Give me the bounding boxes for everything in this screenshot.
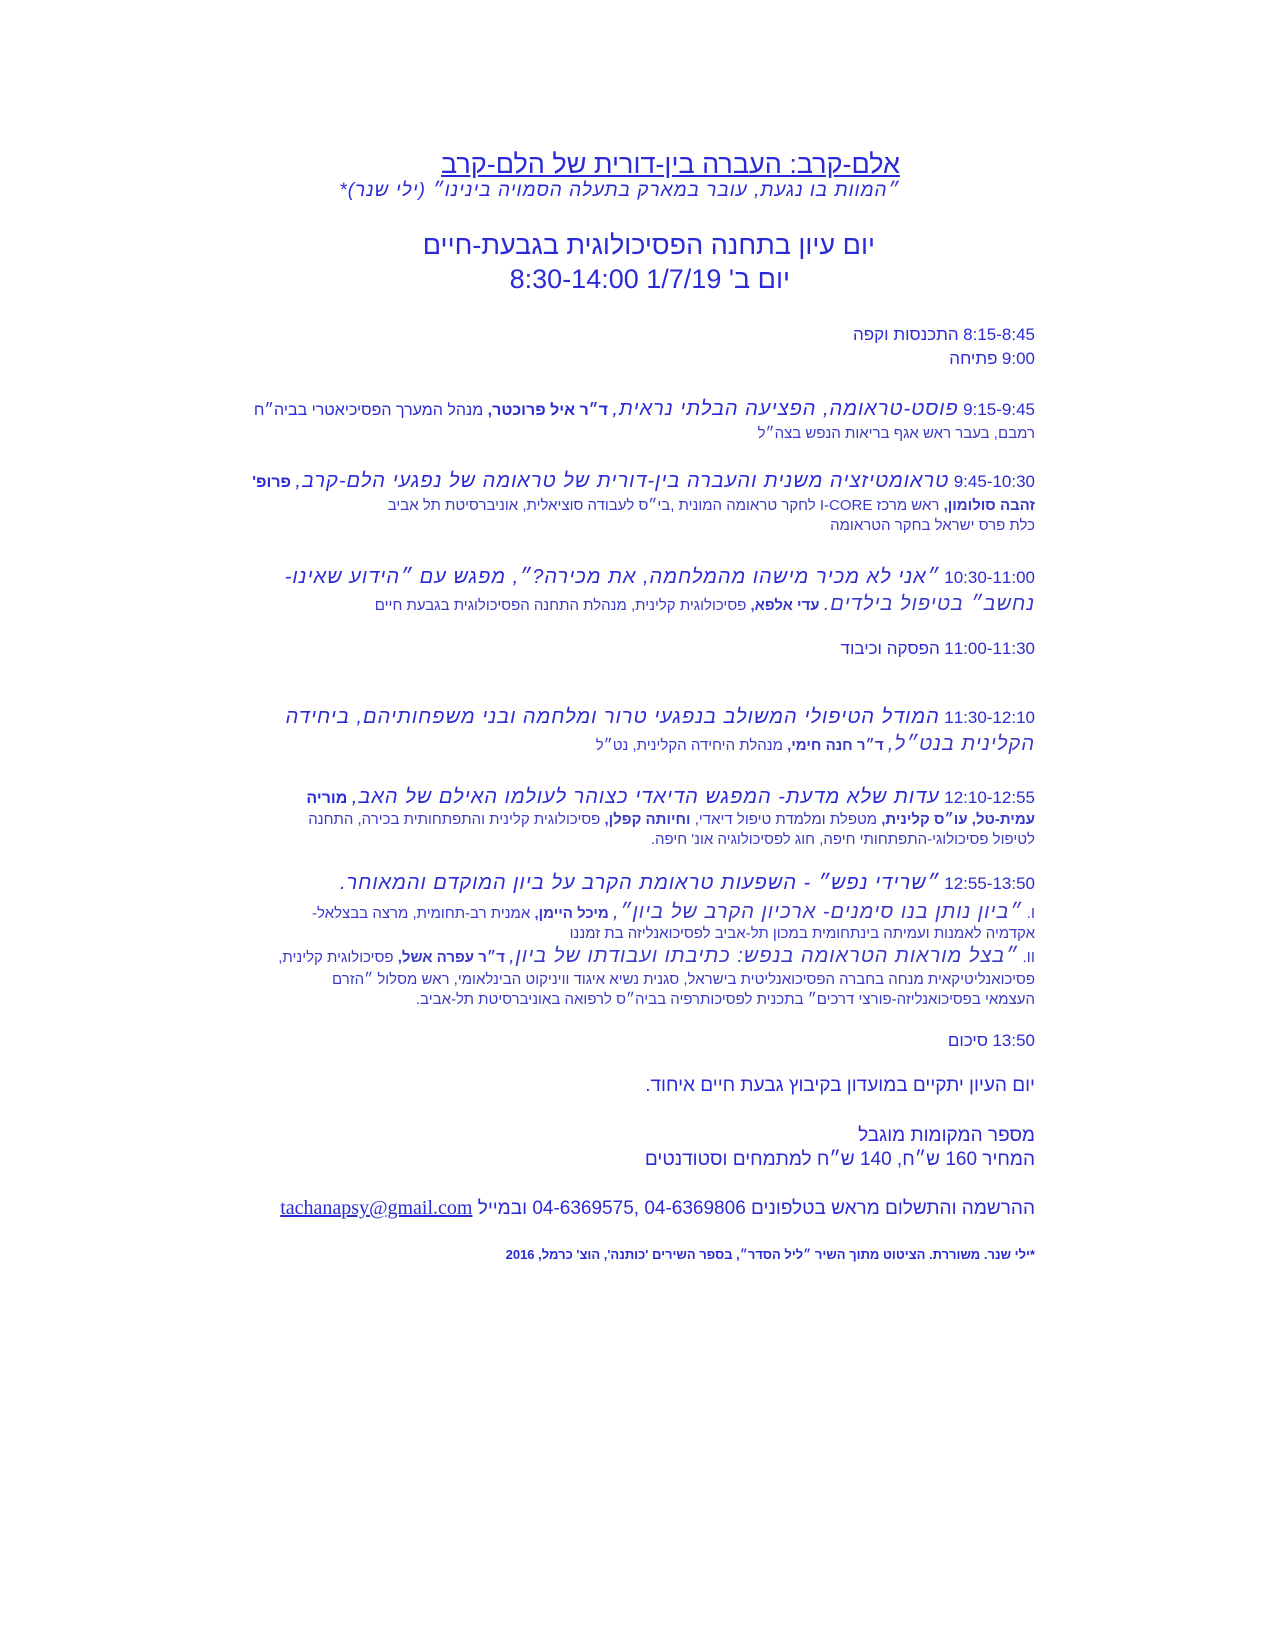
talk-title: עדות שלא מדעת- המפגש הדיאדי כצוהר לעולמו האילם של האב,	[351, 786, 940, 808]
schedule-item	[185, 872, 1035, 896]
registration-text: ההרשמה והתשלום מראש בטלפונים 04-6369806 ,04-6369575 ובמייל	[477, 1198, 1035, 1219]
schedule-item	[185, 398, 1035, 422]
speaker-prefix: פרופ'	[252, 474, 291, 491]
speaker-desc-line: פסיכואנליטיקאית מנחה בחברה הפסיכואנליטית בישראל, סגנית נשיא איגוד וויניקוט הבינלאומי, ראש מסלול ״הזרם	[332, 971, 1035, 988]
document-title	[200, 148, 900, 180]
venue-info: יום העיון יתקיים במועדון בקיבוץ גבעת חיים איחוד.	[645, 1075, 1035, 1096]
speaker-desc: מטפלת ומלמדת טיפול דיאדי,	[694, 811, 878, 828]
limited-seats: מספר המקומות מוגבל	[858, 1125, 1035, 1146]
time: 12:10-12:55	[944, 788, 1035, 807]
footnote: *ילי שנר. משוררת. הציטוט מתוך השיר ״ליל הסדר״, בספר השירים 'כותנה', הוצ' כרמל, 2016	[505, 1247, 1035, 1262]
talk-title: המודל הטיפולי המשולב בנפגעי טרור ומלחמה ובני משפחותיהם, ביחידה	[285, 706, 940, 728]
talk-title: ״בצל מוראות הטראומה בנפש: כתיבתו ועבודתו של ביון,	[509, 945, 1019, 967]
title-text: אלם-קרב: העברה בין-דורית של הלם-קרב	[441, 149, 900, 179]
email-link[interactable]: tachanapsy@gmail.com	[280, 1197, 473, 1219]
item-text: התכנסות וקפה	[853, 325, 959, 344]
schedule-item	[185, 786, 1035, 810]
speaker-desc: פסיכולוגית קלינית והתפתחותית בכירה, התחנה	[308, 811, 601, 828]
speaker-desc-line: אקדמיה לאמנות ועמיתה בינתחומית במכון תל-אביב לפסיכואנליזה בת זמננו	[569, 925, 1035, 942]
event-name: יום עיון בתחנה הפסיכולוגית בגבעת-חיים	[422, 230, 875, 260]
speaker: מוריה	[306, 790, 348, 807]
schedule-item	[185, 348, 1035, 371]
speaker-line	[185, 810, 1035, 830]
speaker: עמית-טל, עו״ס קלינית,	[881, 811, 1035, 828]
speaker-desc: מנהלת היחידה הקלינית, נט״ל	[595, 737, 783, 754]
time: 9:00	[1001, 349, 1035, 368]
schedule-item	[185, 1030, 1035, 1053]
speaker: וחיותה קפלן,	[604, 811, 691, 828]
schedule-item	[185, 566, 1035, 590]
speaker-desc: מנהל המערך הפסיכיאטרי בביה״ח	[253, 402, 484, 419]
schedule-item	[185, 706, 1035, 730]
time: 9:45-10:30	[953, 472, 1035, 491]
talk-title: טראומטיזציה משנית והעברה בין-דורית של טראומה של נפגעי הלם-קרב,	[295, 470, 950, 492]
subtitle-quote: ״המוות בו נגעת, עובר במארק בתעלה הסמויה בינינו״ (ילי שנר)*	[339, 180, 900, 201]
time: 9:15-9:45	[963, 400, 1035, 419]
time: 12:55-13:50	[944, 874, 1035, 893]
sub-talk	[185, 902, 1035, 924]
event-date: יום ב' 1/7/19 8:30-14:00	[509, 264, 790, 294]
speaker: מיכל היימן,	[534, 905, 609, 922]
time: 11:00-11:30	[944, 639, 1035, 658]
speaker-line	[185, 496, 1035, 516]
speaker-desc: פסיכולוגית קלינית, מנהלת התחנה הפסיכולוגית בגבעת חיים	[374, 597, 747, 614]
schedule-item	[185, 324, 1035, 347]
speaker-desc: אמנית רב-תחומית, מרצה בבצלאל-	[312, 905, 531, 922]
price-info: המחיר 160 ש״ח, 140 ש״ח למתמחים וסטודנטים	[644, 1149, 1035, 1170]
speaker: ד״ר איל פרוכטר,	[487, 402, 608, 419]
speaker-desc-line: כלת פרס ישראל בחקר הטראומה	[830, 517, 1035, 534]
speaker-desc-line: רמבם, בעבר ראש אגף בריאות הנפש בצה״ל	[757, 425, 1035, 442]
sub-number: I.	[1026, 905, 1035, 922]
item-text: פתיחה	[949, 349, 998, 368]
talk-title: ״שרידי נפש״ - השפעות טראומת הקרב על ביון המוקדם והמאוחר.	[339, 872, 940, 894]
speaker-line	[185, 594, 1035, 616]
speaker: ד״ר עפרה אשל,	[397, 949, 505, 966]
speaker-desc: פסיכולוגית קלינית,	[278, 949, 394, 966]
speaker: עדי אלפא,	[750, 597, 820, 614]
registration-info	[185, 1196, 1035, 1221]
talk-title-cont: הקלינית בנט״ל,	[887, 733, 1035, 755]
item-text: סיכום	[947, 1031, 988, 1050]
item-text: הפסקה וכיבוד	[840, 639, 940, 658]
time: 11:30-12:10	[944, 708, 1035, 727]
speaker-desc: ראש מרכז I-CORE לחקר טראומה המונית ,בי״ס לעבודה סוציאלית, אוניברסיטת תל אביב	[387, 497, 940, 514]
schedule-item	[185, 638, 1035, 661]
schedule-item	[185, 470, 1035, 494]
speaker: זהבה סולומון,	[943, 497, 1035, 514]
talk-title: פוסט-טראומה, הפציעה הבלתי נראית,	[612, 398, 959, 420]
speaker-desc-line: לטיפול פסיכולוגי-התפתחותי חיפה, חוג לפסיכולוגיה אונ' חיפה.	[650, 831, 1035, 848]
speaker-line	[185, 734, 1035, 756]
time: 13:50	[992, 1031, 1035, 1050]
talk-title: ״אני לא מכיר מישהו מהמלחמה, את מכירה?״, מפגש עם ״הידוע שאינו-	[284, 566, 940, 588]
talk-title: ״ביון נותן בנו סימנים- ארכיון הקרב של ביון״,	[612, 901, 1023, 923]
speaker: ד״ר חנה חימי,	[787, 737, 884, 754]
sub-number: II.	[1022, 949, 1035, 966]
speaker-desc-line: העצמאי בפסיכואנליזה-פורצי דרכים״ בתכנית לפסיכותרפיה בביה״ס לרפואה באוניברסיטת תל-אביב.	[415, 991, 1035, 1008]
talk-title-cont: נחשב״ בטיפול בילדים.	[823, 593, 1035, 615]
time: 8:15-8:45	[963, 325, 1035, 344]
sub-talk	[185, 946, 1035, 968]
time: 10:30-11:00	[944, 568, 1035, 587]
